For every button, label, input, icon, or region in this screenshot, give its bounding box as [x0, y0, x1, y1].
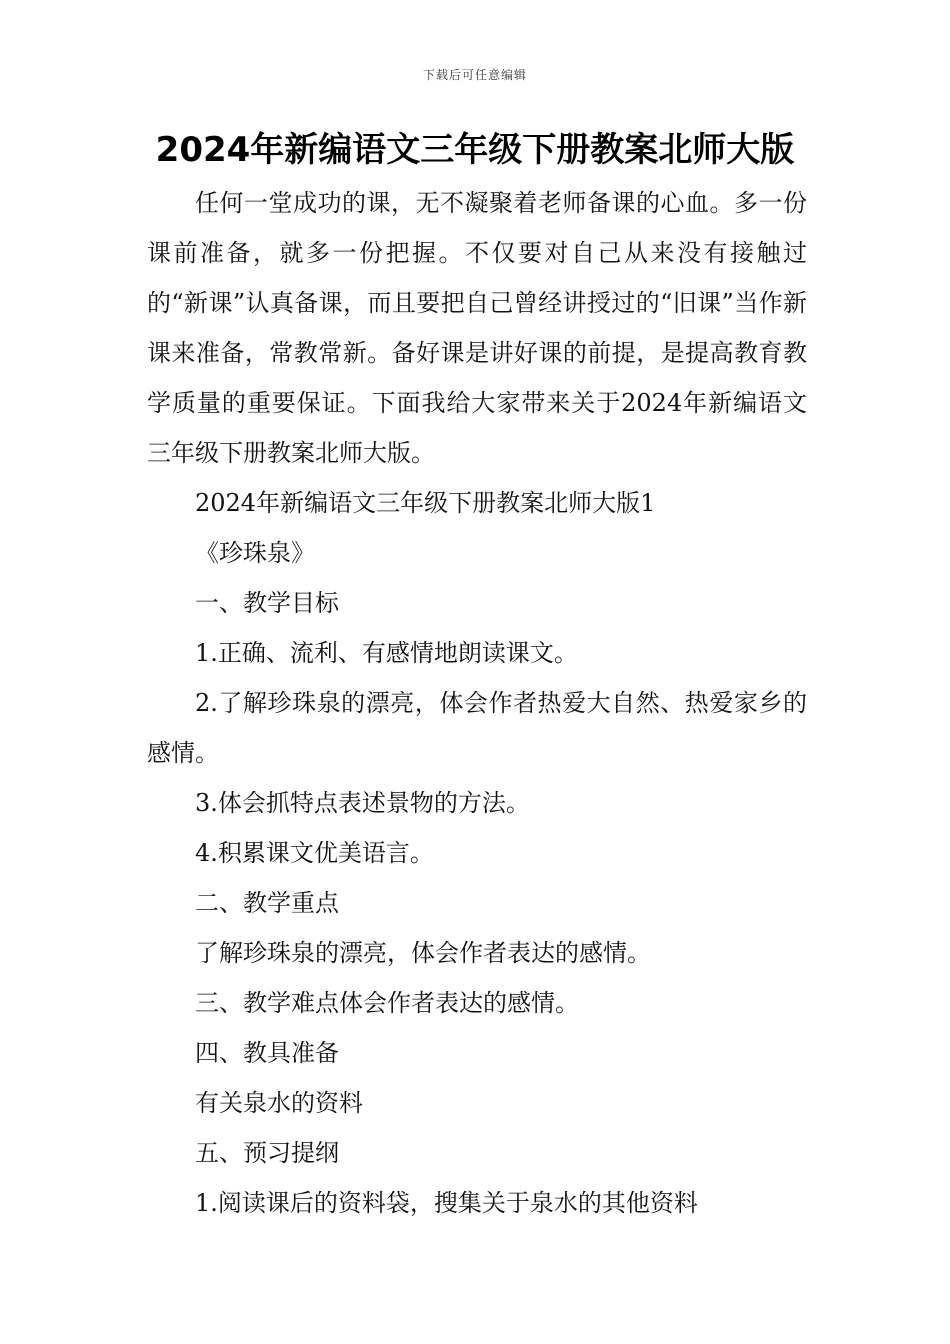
- goal-item-3: 3.体会抓特点表述景物的方法。: [195, 789, 530, 817]
- heading-preview-outline: 五、预习提纲: [195, 1139, 339, 1167]
- document-body: [147, 178, 807, 1228]
- heading-key-points: 二、教学重点: [195, 889, 339, 917]
- header-note: 下载后可任意编辑: [422, 68, 527, 82]
- lesson-title: 《珍珠泉》: [195, 539, 315, 567]
- goal-item-2: 2.了解珍珠泉的漂亮，体会作者热爱大自然、热爱家乡的感情。: [147, 689, 807, 767]
- heading-materials: 四、教具准备: [195, 1039, 339, 1067]
- materials-text: 有关泉水的资料: [195, 1089, 363, 1117]
- heading-teaching-goals: 一、教学目标: [195, 589, 339, 617]
- key-points-text: 了解珍珠泉的漂亮，体会作者表达的感情。: [195, 939, 651, 967]
- preview-item-1: 1.阅读课后的资料袋，搜集关于泉水的其他资料: [195, 1189, 698, 1217]
- goal-item-4: 4.积累课文优美语言。: [195, 839, 434, 867]
- section-heading: 2024年新编语文三年级下册教案北师大版1: [195, 489, 656, 517]
- goal-item-1: 1.正确、流利、有感情地朗读课文。: [195, 639, 578, 667]
- intro-paragraph: 任何一堂成功的课，无不凝聚着老师备课的心血。多一份课前准备，就多一份把握。不仅要对自己从来没有接触过的“新课”认真备课，而且要把自己曾经讲授过的“旧课”当作新课来准备，常教常新。备好课是讲好课的前提，是提高教育教学质量的重要保证。下面我给大家带来关于2024年新编语文三年级下册教案北师大版。: [147, 189, 807, 467]
- document-title: 2024年新编语文三年级下册教案北师大版: [155, 130, 795, 170]
- heading-difficulties: 三、教学难点体会作者表达的感情。: [195, 989, 579, 1017]
